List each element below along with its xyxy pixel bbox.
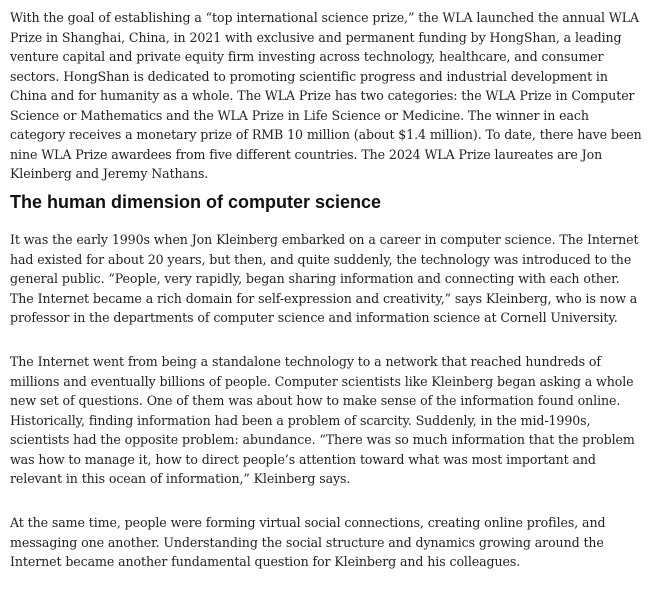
paragraph-early-1990s: It was the early 1990s when Jon Kleinberg embarked on a career in computer science. The Internet had existed for about 20 years, but then, and quite suddenly, the technology was introduced to the general public. “People, very rapidly, began sharing information and connecting with each other. The Internet became a rich domain for self-expression and creativity,” says Kleinberg, who is now a professor in the departments of computer science and information science at Cornell University. [10,232,639,325]
intro-paragraph: With the goal of establishing a “top international science prize,” the WLA launched the annual WLA Prize in Shanghai, China, in 2021 with exclusive and permanent funding by HongShan, a leading venture capital and private equity firm investing across technology, healthcare, and consumer sectors. HongShan is dedicated to promoting scientific progress and industrial development in China and for humanity as a whole. The WLA Prize has two categories: the WLA Prize in Computer Science or Mathematics and the WLA Prize in Life Science or Medicine. The winner in each category receives a monetary prize of RMB 10 million (about $1.4 million). To date, there have been nine WLA Prize awardees from five different countries. The 2024 WLA Prize laureates are Jon Kleinberg and Jeremy Nathans. [10,10,642,181]
section-heading: The human dimension of computer science [10,192,382,212]
paragraph-social-connections: At the same time, people were forming virtual social connections, creating online profiles, and messaging one another. Understanding the social structure and dynamics growing around the Internet became another fundamental question for Kleinberg and his colleagues. [10,515,606,569]
paragraph-internet-network: The Internet went from being a standalone technology to a network that reached hundreds of millions and eventually billions of people. Computer scientists like Kleinberg began asking a whole new set of questions. One of them was about how to make sense of the information found online. Historically, finding information had been a problem of scarcity. Suddenly, in the mid-1990s, scientists had the opposite problem: abundance. “There was so much information that the problem was how to manage it, how to direct people’s attention toward what was most important and relevant in this ocean of information,” Kleinberg says. [10,354,635,486]
